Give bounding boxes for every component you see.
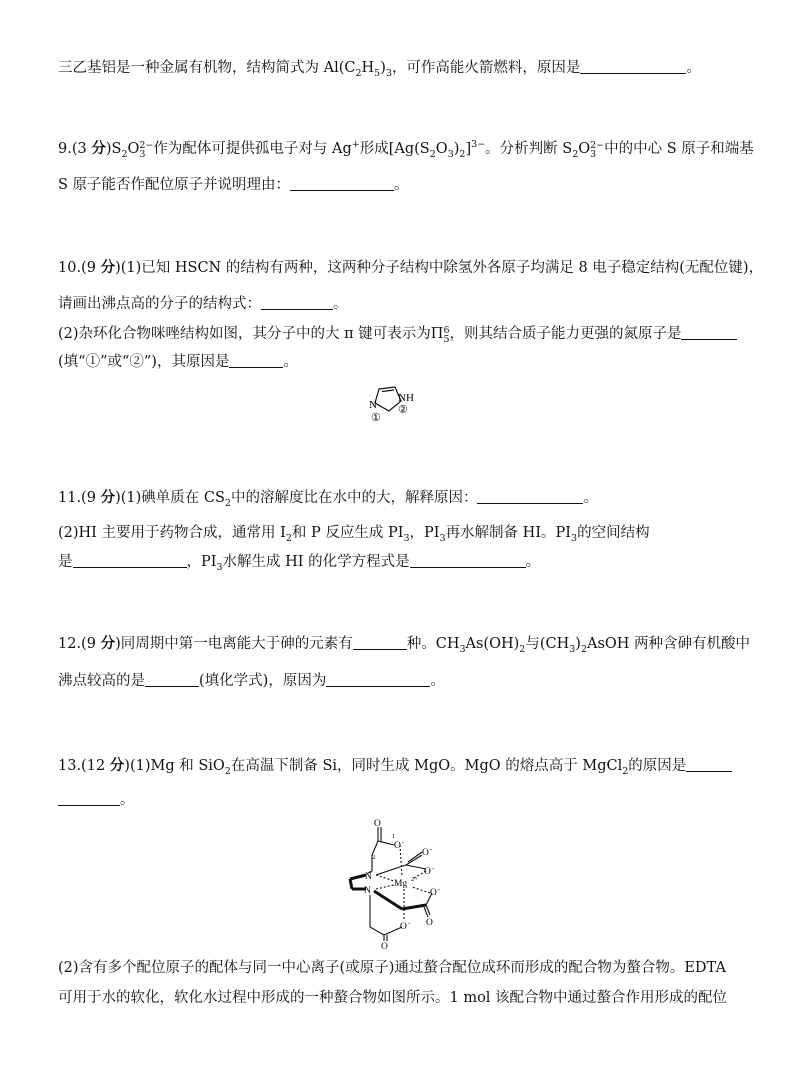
q11-reason-blank[interactable]	[477, 489, 583, 504]
q10-line4: (填“①”或“②”)，其原因是 。	[58, 354, 298, 370]
q10-reason-blank[interactable]	[229, 353, 283, 368]
q11-line2: (2)HI 主要用于药物合成，通常用 $I_2$和 P 反应生成 $PI_3$，$PI_3$再水解制备 HI。$PI_3$的空间结构	[58, 525, 650, 544]
q8-line: 三乙基铝是一种金属有机物，结构简式为 $Al(C_2H_5)_3$，可作高能火箭燃料，原因是 。	[58, 60, 701, 79]
atom-n: N	[369, 399, 377, 411]
q11-equation-blank[interactable]	[410, 553, 526, 568]
atom-o-r1: O	[422, 848, 429, 858]
atom-o-bottom: O	[400, 922, 407, 932]
q10-line2: 请画出沸点高的分子的结构式： 。	[58, 296, 348, 312]
q11-shape-blank[interactable]	[73, 553, 187, 568]
imidazole-double-bond	[382, 390, 394, 392]
q10-nitrogen-blank[interactable]	[681, 325, 737, 340]
charge-o-bottom: -	[408, 920, 411, 927]
atom-n-lower: N	[364, 886, 371, 896]
atom-o-r3: O	[430, 888, 437, 898]
q9-line2: S 原子能否作配位原子并说明理由： 。	[58, 177, 409, 193]
charge-mg: 2+	[411, 876, 418, 883]
atom-o-r2: O	[424, 867, 431, 877]
q13-line1: 13.(12 分)(1)Mg 和 SiO$_2$在高温下制备 Si，同时生成 MgO。MgO 的熔点高于 MgCl$_2$的原因是	[58, 756, 732, 776]
label-1: 1	[392, 833, 396, 840]
atom-o-r4: O	[426, 918, 433, 928]
q13-line2: 。	[58, 790, 135, 810]
q13-reason-blank-b[interactable]	[58, 791, 120, 806]
q9-answer-blank[interactable]	[290, 176, 394, 191]
label-2: 2	[372, 854, 376, 861]
q12-line1: 12.(9 分)同周期中第一电离能大于砷的元素有 种。$CH_3As(OH)_2$与$(CH_3)_2AsOH$ 两种含砷有机酸中	[58, 635, 751, 655]
q10-line1: 10.(9 分)(1)已知 HSCN 的结构有两种，这两种分子结构中除氢外各原子均满足 8 电子稳定结构(无配位键)，	[58, 259, 764, 276]
atom-o-top: O	[374, 819, 381, 829]
atom-mg: Mg	[394, 879, 408, 889]
q13-line4: 可用于水的软化，软化水过程中形成的一种螯合物如图所示。1 mol 该配合物中通过螯合作用形成的配位	[58, 990, 728, 1006]
q8-answer-blank[interactable]	[580, 59, 686, 74]
atom-n-upper: N	[365, 872, 372, 882]
q10-structure-blank[interactable]	[261, 295, 333, 310]
q12-line2: 沸点较高的是 (填化学式)，原因为 。	[58, 673, 445, 689]
q12-formula-blank[interactable]	[145, 672, 199, 687]
q11-line3: 是 ，$PI_3$水解生成 HI 的化学方程式是 。	[58, 554, 541, 573]
charge-o-r2: -	[432, 865, 435, 872]
q12-reason-blank[interactable]	[326, 672, 430, 687]
q13-line3: (2)含有多个配位原子的配体与同一中心离子(或原子)通过螯合配位成环而形成的配合物为螯合物。EDTA	[58, 960, 726, 976]
mark-1: ①	[371, 412, 381, 424]
charge-o-r3: -	[438, 886, 441, 893]
imidazole-diagram	[365, 383, 435, 427]
charge-o-1: -	[402, 839, 405, 846]
q13-reason-blank-a[interactable]	[686, 757, 732, 772]
q9-line1: 9.(3 分)$S_2O$ 2− 3 作为配体可提供孤电子对与 Ag+形成$[Ag(S_2O_3)_2]^{3-}$。分析判断 $S_2O$ 2− 3 中的中心 S 原子和端基	[58, 139, 754, 160]
q12-count-blank[interactable]	[353, 635, 407, 650]
q11-line1: 11.(9 分)(1)碘单质在 $CS_2$中的溶解度比在水中的大，解释原因： 。	[58, 489, 598, 509]
mg-edta-chelate-diagram	[336, 815, 456, 949]
atom-o-1: O	[394, 841, 401, 851]
mark-2: ②	[398, 404, 408, 416]
charge-o-r1: -	[430, 846, 433, 853]
atom-o-bottom2: O	[381, 942, 388, 949]
atom-nh: NH	[398, 392, 414, 404]
q10-line3: (2)杂环化合物咪唑结构如图，其分子中的大 π 键可表示为Π 6 5 ，则其结合质子能力更强的氮原子是	[58, 324, 737, 344]
